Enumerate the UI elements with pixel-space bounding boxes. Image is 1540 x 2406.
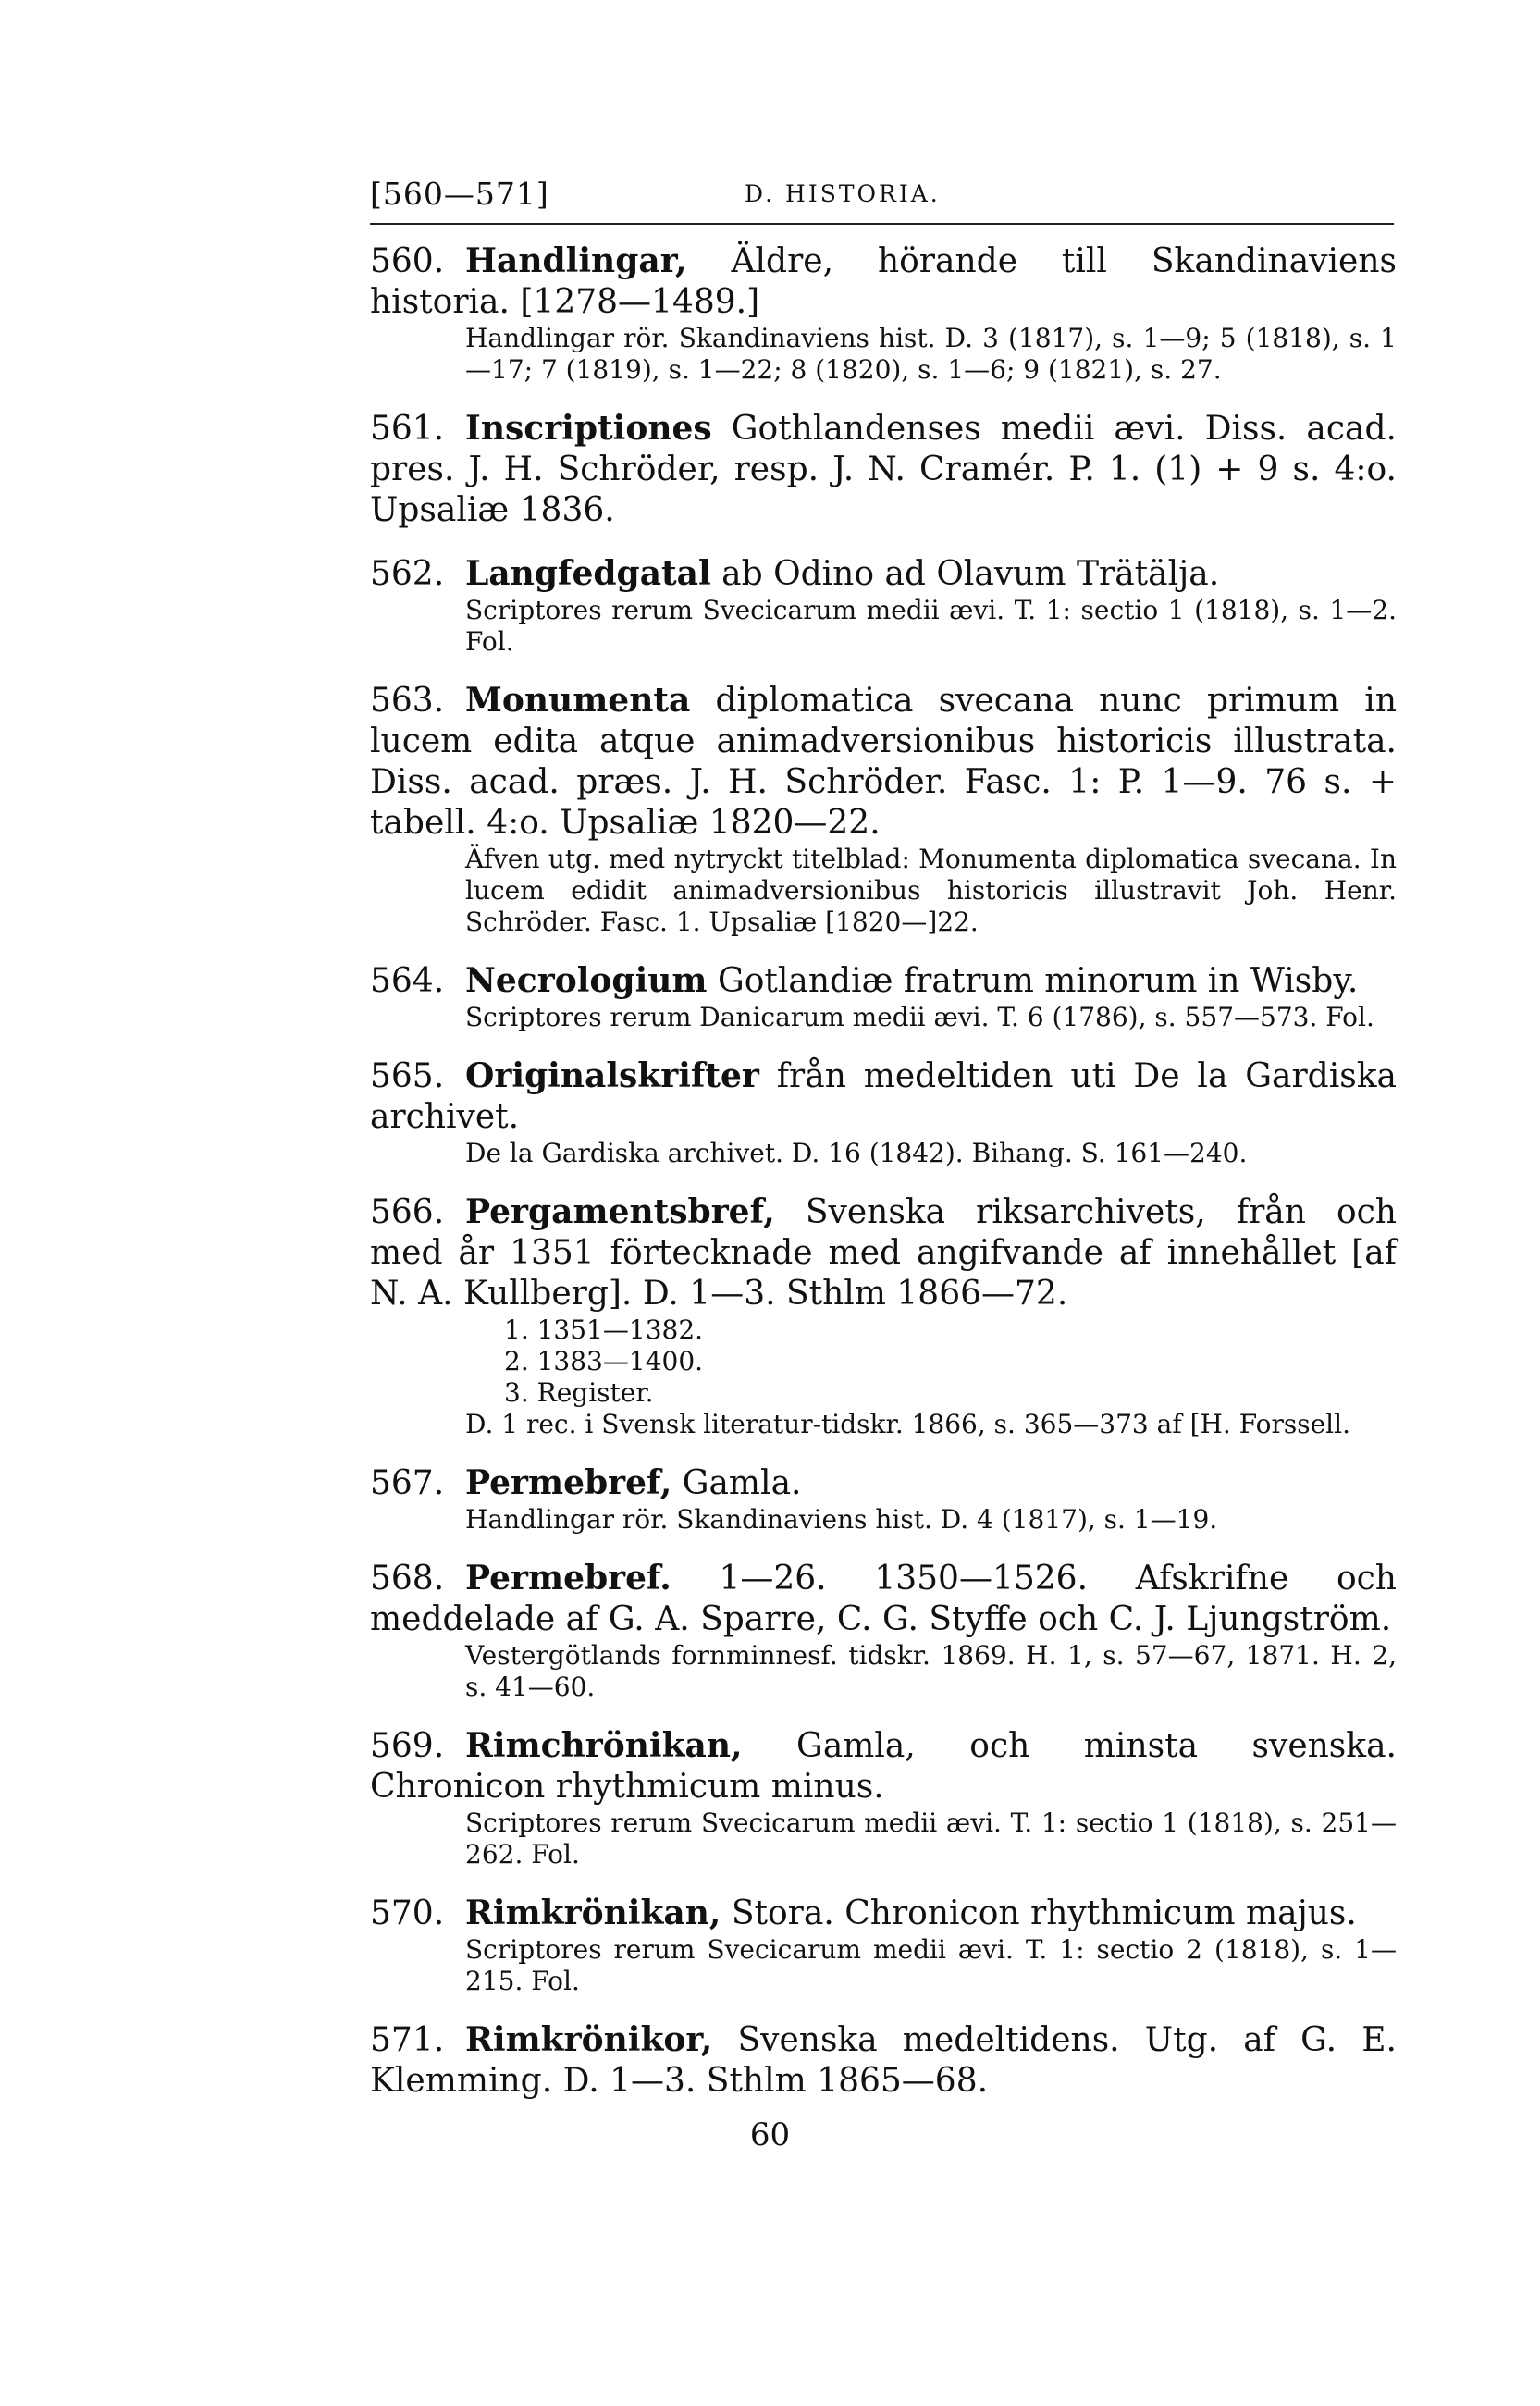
entry-title: Permebref, bbox=[465, 1463, 672, 1502]
entry-562 bbox=[370, 553, 1397, 658]
entry-number: 570. bbox=[370, 1894, 445, 1932]
entry-text: från medeltiden uti De la Gardiska archivet. bbox=[370, 1057, 1397, 1136]
volume-item: 2. 1383—1400. bbox=[504, 1346, 704, 1376]
entry-main bbox=[370, 1558, 1397, 1640]
entry-number: 566. bbox=[370, 1193, 445, 1231]
header-rule bbox=[370, 223, 1394, 225]
volume-list bbox=[370, 1314, 1397, 1409]
entry-main bbox=[370, 680, 1397, 844]
entry-number: 561. bbox=[370, 410, 445, 448]
entry-number: 567. bbox=[370, 1464, 445, 1502]
entry-title: Necrologium bbox=[465, 961, 708, 1000]
entry-note: De la Gardiska archivet. D. 16 (1842). Bihang. S. 161—240. bbox=[465, 1138, 1248, 1168]
entry-number: 564. bbox=[370, 962, 445, 1000]
header-range: [560—571] bbox=[370, 176, 549, 212]
page-number: 60 bbox=[749, 2116, 791, 2153]
entry-note: Vestergötlands fornminnesf. tidskr. 1869. H. 1, s. 57—67, 1871. H. 2, s. 41—60. bbox=[465, 1640, 1397, 1702]
entry-note: Scriptores rerum Svecicarum medii ævi. T. 1: sectio 1 (1818), s. 1—2. Fol. bbox=[465, 595, 1397, 657]
entry-text: Stora. Chronicon rhythmicum majus. bbox=[721, 1894, 1357, 1932]
entry-number: 562. bbox=[370, 555, 445, 593]
entry-number: 565. bbox=[370, 1057, 445, 1095]
entry-text: Gamla, och minsta svenska. Chronicon rhythmicum minus. bbox=[370, 1727, 1397, 1806]
entry-main bbox=[370, 241, 1397, 323]
entry-564 bbox=[370, 960, 1397, 1033]
entry-main bbox=[370, 1462, 1397, 1504]
header-section: D. HISTORIA. bbox=[745, 180, 941, 207]
entry-main bbox=[370, 408, 1397, 531]
entry-text: Äldre, hörande till Skandinaviens historia. [1278—1489.] bbox=[370, 242, 1397, 321]
entry-text: diplomatica svecana nunc primum in lucem edita atque animadversionibus historicis illustrata. Diss. acad. præs. J. H. Schröder. Fasc. 1: P. 1—9. 76 s. + tabell. 4:o. Upsaliæ 1820—22. bbox=[370, 682, 1397, 842]
entry-title: Langfedgatal bbox=[465, 554, 711, 593]
entry-main bbox=[370, 553, 1397, 595]
entry-571 bbox=[370, 2019, 1397, 2102]
entry-text: Svenska medeltidens. Utg. af G. E. Klemming. D. 1—3. Sthlm 1865—68. bbox=[370, 2021, 1397, 2100]
entry-main bbox=[370, 1055, 1397, 1138]
entry-566 bbox=[370, 1191, 1397, 1440]
entry-main bbox=[370, 960, 1397, 1002]
entry-number: 560. bbox=[370, 242, 445, 280]
entry-text: 1—26. 1350—1526. Afskrifne och meddelade af G. A. Sparre, C. G. Styffe och C. J. Ljungström. bbox=[370, 1560, 1397, 1638]
entry-title: Rimchrönikan, bbox=[465, 1726, 743, 1765]
entry-title: Rimkrönikan, bbox=[465, 1894, 721, 1932]
entry-title: Inscriptiones bbox=[465, 409, 712, 448]
entry-note: Scriptores rerum Svecicarum medii ævi. T. 1: sectio 1 (1818), s. 251—262. Fol. bbox=[465, 1808, 1397, 1869]
entry-567 bbox=[370, 1462, 1397, 1536]
entry-note: Scriptores rerum Svecicarum medii ævi. T. 1: sectio 2 (1818), s. 1—215. Fol. bbox=[465, 1934, 1397, 1996]
entry-note: D. 1 rec. i Svensk literatur-tidskr. 1866, s. 365—373 af [H. Forssell. bbox=[465, 1409, 1350, 1439]
entry-title: Pergamentsbref, bbox=[465, 1192, 775, 1231]
entries-list bbox=[370, 241, 1397, 2124]
entry-title: Handlingar, bbox=[465, 241, 687, 280]
entry-main bbox=[370, 1725, 1397, 1808]
entry-main bbox=[370, 2019, 1397, 2102]
entry-number: 569. bbox=[370, 1727, 445, 1765]
entry-560 bbox=[370, 241, 1397, 386]
entry-note: Handlingar rör. Skandinaviens hist. D. 3 (1817), s. 1—9; 5 (1818), s. 1—17; 7 (1819), s. 1—22; 8 (1820), s. 1—6; 9 (1821), s. 27. bbox=[465, 323, 1397, 385]
entry-number: 563. bbox=[370, 682, 445, 720]
entry-number: 571. bbox=[370, 2021, 445, 2059]
entry-title: Originalskrifter bbox=[465, 1056, 759, 1095]
entry-number: 568. bbox=[370, 1560, 445, 1598]
entry-main bbox=[370, 1191, 1397, 1314]
entry-570 bbox=[370, 1893, 1397, 1997]
volume-item: 1. 1351—1382. bbox=[504, 1314, 704, 1345]
entry-title: Rimkrönikor, bbox=[465, 2020, 713, 2059]
entry-text: Gotlandiæ fratrum minorum in Wisby. bbox=[707, 962, 1359, 1000]
running-header bbox=[370, 176, 1397, 213]
entry-title: Monumenta bbox=[465, 681, 691, 720]
entry-565 bbox=[370, 1055, 1397, 1169]
entry-569 bbox=[370, 1725, 1397, 1870]
entry-text: Svenska riksarchivets, från och med år 1351 förtecknade med angifvande af innehållet [af N. A. Kullberg]. D. 1—3. Sthlm 1866—72. bbox=[370, 1193, 1397, 1313]
entry-563 bbox=[370, 680, 1397, 938]
entry-note: Scriptores rerum Danicarum medii ævi. T. 6 (1786), s. 557—573. Fol. bbox=[465, 1002, 1374, 1032]
entry-note: Handlingar rör. Skandinaviens hist. D. 4 (1817), s. 1—19. bbox=[465, 1504, 1218, 1535]
entry-text: ab Odino ad Olavum Trätälja. bbox=[710, 555, 1220, 593]
entry-561 bbox=[370, 408, 1397, 531]
volume-item: 3. Register. bbox=[504, 1377, 654, 1408]
entry-main bbox=[370, 1893, 1397, 1934]
entry-568 bbox=[370, 1558, 1397, 1703]
entry-title: Permebref. bbox=[465, 1559, 671, 1598]
entry-note: Äfven utg. med nytryckt titelblad: Monumenta diplomatica svecana. In lucem edidit animadversionibus historicis illustravit Joh. Henr. Schröder. Fasc. 1. Upsaliæ [1820—]22. bbox=[465, 844, 1397, 937]
entry-text: Gamla. bbox=[671, 1464, 802, 1502]
entry-text: Gothlandenses medii ævi. Diss. acad. pres. J. H. Schröder, resp. J. N. Cramér. P. 1. (1) + 9 s. 4:o. Upsaliæ 1836. bbox=[370, 410, 1397, 529]
